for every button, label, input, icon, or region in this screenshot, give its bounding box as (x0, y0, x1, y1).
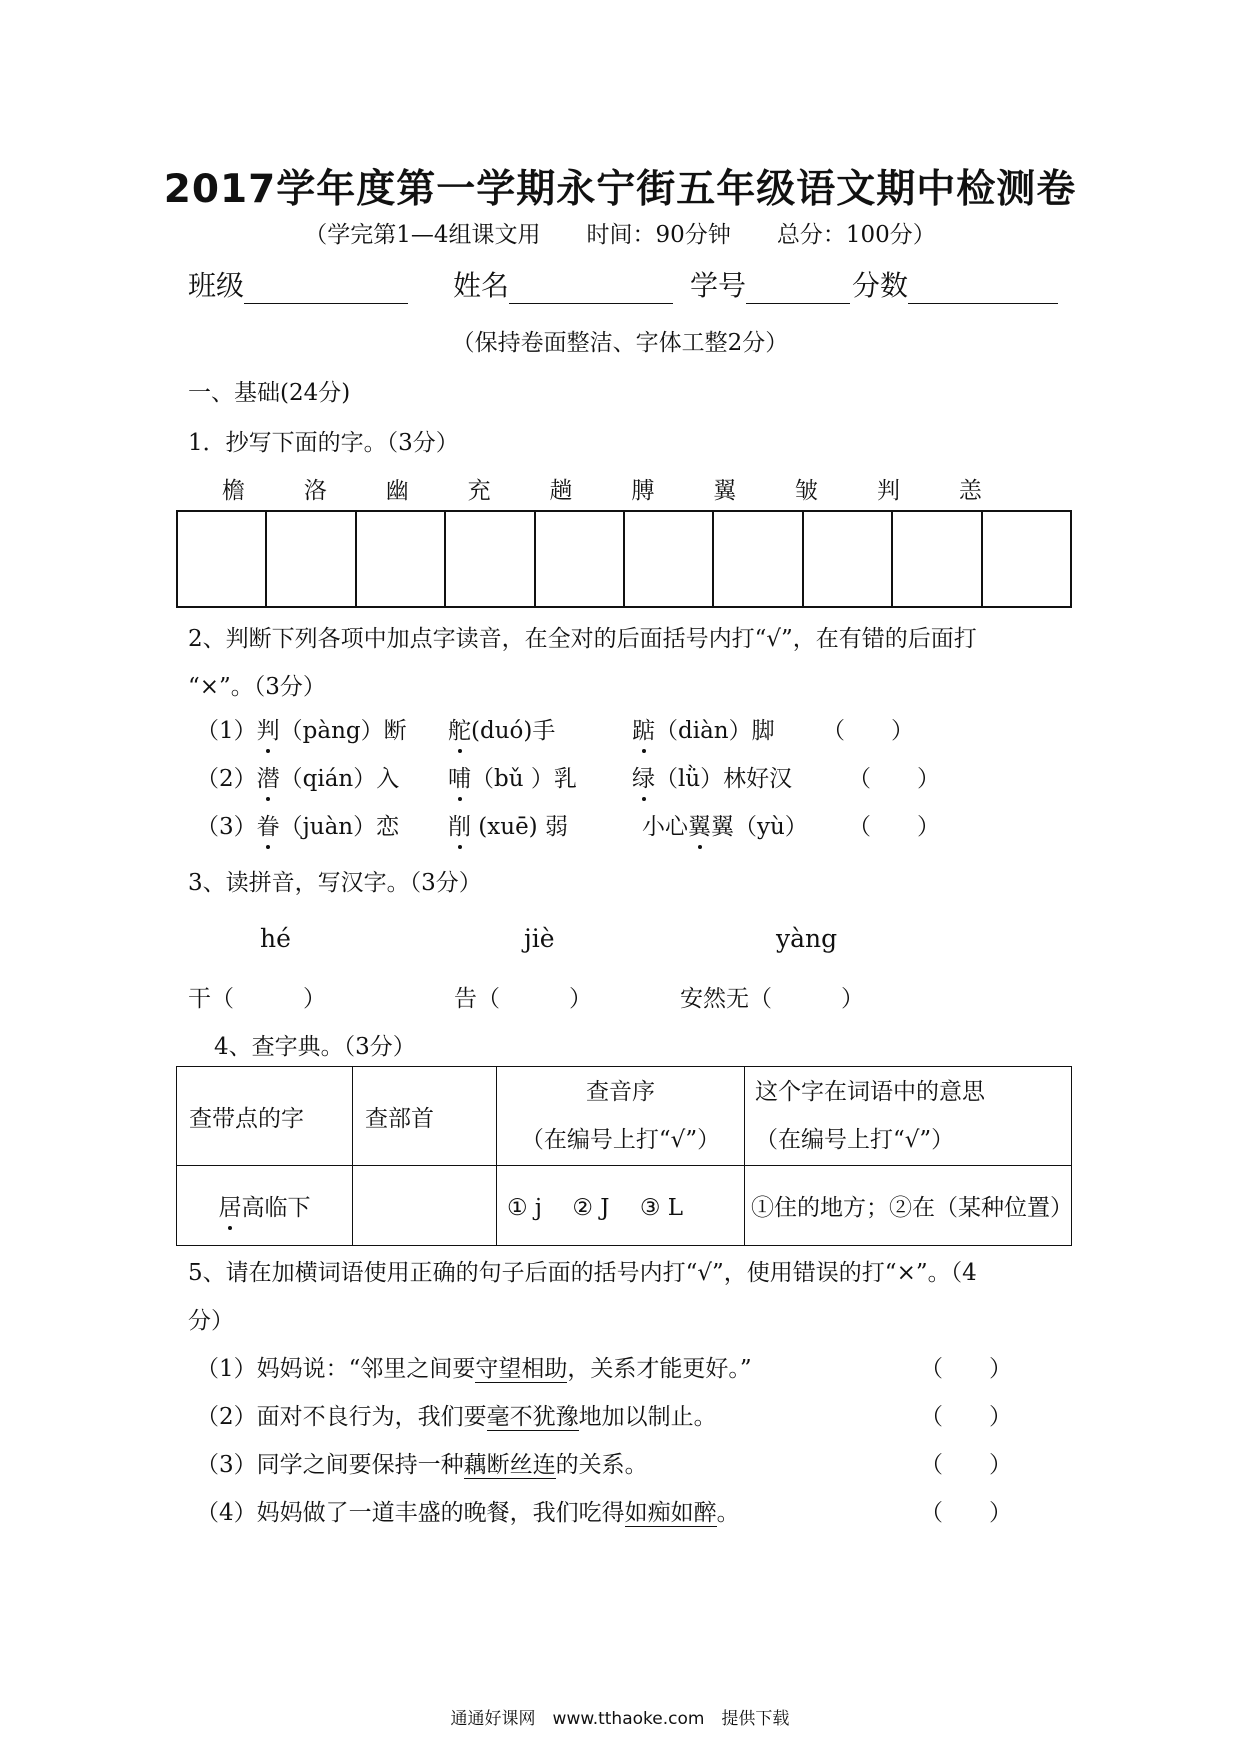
word-rest: 高临下 (241, 1195, 311, 1221)
q2-row2-a (196, 760, 399, 793)
answer-paren[interactable]: （ ） (920, 1500, 1012, 1526)
sentence-text: （4）妈妈做了一道丰盛的晚餐，我们吃得 (196, 1500, 625, 1526)
answer-paren[interactable]: （ ） (822, 718, 914, 744)
q2-row3-c (642, 808, 808, 841)
page-title: 2017学年度第一学期永宁街五年级语文期中检测卷 (163, 167, 1077, 212)
dotted-char: 居 (219, 1189, 242, 1222)
underlined-phrase: 藕断丝连 (463, 1452, 556, 1478)
phonetic-options[interactable]: ① j ② J ③ L (497, 1166, 745, 1246)
question-2-title: 2、判断下列各项中加点字读音，在全对的后面括号内打“√”，在有错的后面打 (188, 626, 977, 652)
q5-item-2 (196, 1398, 717, 1431)
dictionary-table (176, 1066, 1072, 1246)
number-blank[interactable] (746, 273, 850, 304)
dotted-char: 哺 (448, 760, 471, 793)
pinyin-text: （juàn）恋 (279, 814, 400, 840)
copy-char: 檐 (222, 478, 245, 504)
sentence-text: ，关系才能更好。” (567, 1356, 752, 1382)
pinyin-text: （lǜ）林好汉 (655, 766, 793, 792)
header-phonetic-note: （在编号上打“√”） (520, 1127, 721, 1153)
header-meaning (745, 1067, 1072, 1166)
copy-char: 翼 (713, 478, 737, 504)
writing-box[interactable] (445, 511, 534, 607)
question-1-title: 1．抄写下面的字。（3分） (188, 430, 459, 456)
q2-row1-a (196, 712, 407, 745)
dotted-char: 踮 (632, 712, 655, 745)
q2-row3-a (196, 808, 399, 841)
dotted-char: 绿 (632, 760, 655, 793)
q5-item-1 (196, 1350, 752, 1383)
copy-char: 洛 (303, 478, 327, 504)
writing-box[interactable] (356, 511, 445, 607)
footer-source: 通通好课网 www.tthaoke.com 提供下载 (450, 1709, 790, 1729)
writing-box[interactable] (803, 511, 892, 607)
pinyin-text: （pàng）断 (279, 718, 407, 744)
pinyin-text: (xuē) 弱 (471, 814, 568, 840)
q2-row2-c (632, 760, 792, 793)
item-number: （3） (196, 814, 257, 840)
writing-grid (176, 510, 1072, 608)
q2-row3-b (448, 808, 568, 841)
pinyin-he: hé (260, 924, 291, 953)
dotted-char: 削 (448, 808, 471, 841)
header-phonetic-label: 查音序 (586, 1079, 655, 1105)
sentence-text: 的关系。 (555, 1452, 648, 1478)
fill-word-3[interactable]: 安然无（ ） (680, 986, 864, 1012)
dotted-char: 眷 (257, 808, 280, 841)
name-field (453, 264, 673, 304)
fill-word-2[interactable]: 告（ ） (454, 986, 592, 1012)
writing-box[interactable] (535, 511, 624, 607)
copy-char: 幽 (385, 478, 409, 504)
radical-answer[interactable] (353, 1166, 497, 1246)
class-blank[interactable] (244, 273, 408, 304)
dotted-char: 判 (257, 712, 280, 745)
number-label: 学号 (690, 269, 747, 302)
pinyin-text: （bǔ ）乳 (471, 766, 577, 792)
writing-box[interactable] (713, 511, 802, 607)
meaning-options[interactable]: ①住的地方；②在（某种位置） (745, 1166, 1072, 1246)
question-5-title-cont: 分） (188, 1308, 234, 1334)
section-heading: 一、基础(24分) (188, 380, 351, 406)
question-1-chars (222, 472, 982, 505)
copy-char: 膊 (631, 478, 655, 504)
copy-char: 判 (877, 478, 900, 504)
q2-row1-c (632, 712, 775, 745)
class-field (188, 264, 408, 304)
item-number: （1） (196, 718, 257, 744)
q5-item-4 (196, 1494, 740, 1527)
underlined-phrase: 如痴如醉 (624, 1500, 717, 1526)
fill-word-1[interactable]: 干（ ） (188, 986, 326, 1012)
answer-paren[interactable]: （ ） (848, 766, 940, 792)
sentence-text: 地加以制止。 (578, 1404, 717, 1430)
class-label: 班级 (188, 269, 245, 302)
pinyin-text: （qián）入 (279, 766, 400, 792)
answer-paren[interactable]: （ ） (920, 1356, 1012, 1382)
item-number: （2） (196, 766, 257, 792)
question-3-title: 3、读拼音，写汉字。（3分） (188, 870, 482, 896)
header-meaning-note: （在编号上打“√”） (755, 1127, 955, 1153)
dotted-char: 舵 (448, 712, 471, 745)
question-2-title-cont: “×”。（3分） (188, 674, 326, 700)
writing-box[interactable] (892, 511, 981, 607)
underlined-phrase: 守望相助 (475, 1356, 568, 1382)
dotted-char: 翼 (688, 808, 711, 841)
pinyin-text: （diàn）脚 (655, 718, 775, 744)
header-phonetic (497, 1067, 745, 1166)
copy-char: 恙 (958, 478, 982, 504)
q2-row1-b (448, 712, 555, 745)
dict-word (177, 1166, 353, 1246)
score-label: 分数 (852, 269, 909, 302)
score-field (852, 264, 1058, 304)
number-field (690, 264, 850, 304)
score-blank[interactable] (908, 273, 1058, 304)
answer-paren[interactable]: （ ） (920, 1404, 1012, 1430)
neatness-note: （保持卷面整洁、字体工整2分） (451, 330, 789, 356)
copy-char: 充 (467, 478, 491, 504)
writing-box[interactable] (624, 511, 713, 607)
dotted-char: 潜 (257, 760, 280, 793)
name-blank[interactable] (509, 273, 673, 304)
header-radical: 查部首 (353, 1067, 497, 1166)
underlined-phrase: 毫不犹豫 (486, 1404, 579, 1430)
header-meaning-label: 这个字在词语中的意思 (755, 1079, 985, 1105)
sentence-text: （2）面对不良行为，我们要 (196, 1404, 487, 1430)
q5-item-3 (196, 1446, 648, 1479)
pinyin-text: 翼（yù） (711, 814, 808, 840)
pinyin-jie: jiè (524, 924, 555, 953)
question-5-title: 5、请在加横词语使用正确的句子后面的括号内打“√”，使用错误的打“×”。（4 (188, 1260, 977, 1286)
writing-box[interactable] (177, 511, 266, 607)
word-prefix: 小心 (642, 814, 688, 840)
sentence-text: （3）同学之间要保持一种 (196, 1452, 464, 1478)
answer-paren[interactable]: （ ） (848, 814, 940, 840)
pinyin-text: (duó)手 (471, 718, 556, 744)
header-char: 查带点的字 (177, 1067, 353, 1166)
pinyin-yang: yàng (776, 924, 838, 953)
copy-char: 皱 (795, 478, 819, 504)
exam-subtitle: （学完第1—4组课文用 时间：90分钟 总分：100分） (304, 222, 936, 248)
q2-row2-b (448, 760, 577, 793)
sentence-text: 。 (716, 1500, 740, 1526)
answer-paren[interactable]: （ ） (920, 1452, 1012, 1478)
sentence-text: （1）妈妈说：“邻里之间要 (196, 1356, 476, 1382)
copy-char: 趟 (549, 478, 573, 504)
question-4-title: 4、查字典。（3分） (214, 1034, 416, 1060)
writing-box[interactable] (982, 511, 1071, 607)
writing-box[interactable] (266, 511, 355, 607)
name-label: 姓名 (453, 269, 510, 302)
